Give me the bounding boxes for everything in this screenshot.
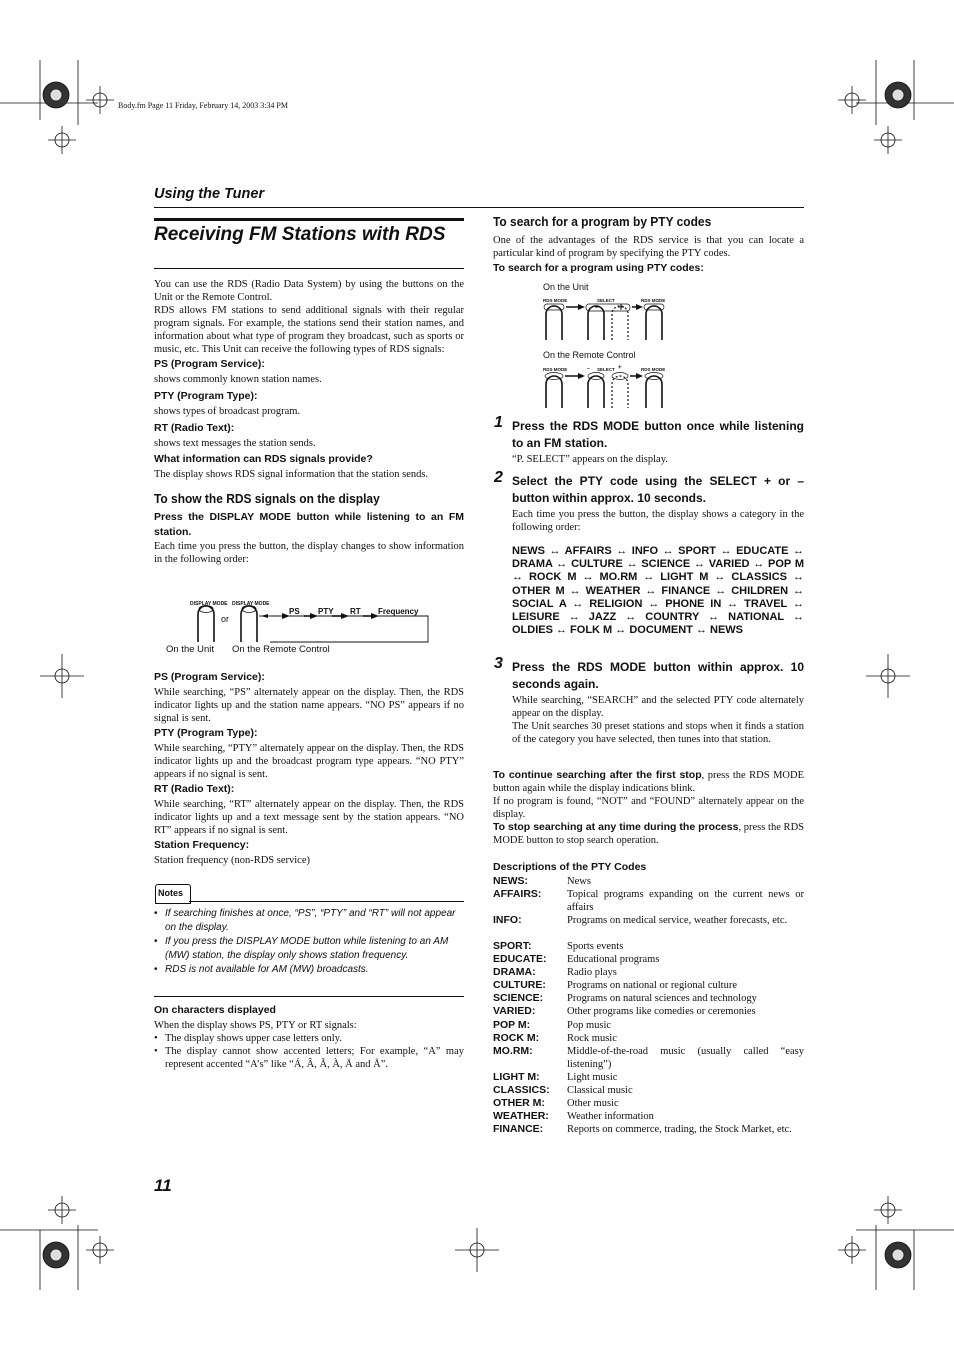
left-column-top xyxy=(154,278,464,566)
step-3 xyxy=(512,659,804,746)
item-text-frequency: Station frequency (non-RDS service) xyxy=(154,855,310,866)
pty-description: Pop music xyxy=(567,1020,612,1031)
pty-code: POP M: xyxy=(493,1019,531,1031)
step-1-number: 1 xyxy=(494,414,503,431)
item-text-pty: While searching, “PTY” alternately appear on the display. Then, the RDS indicator lights up and the broadcast program type appears. “NO PTY” appears if no signal is sent. xyxy=(154,743,464,780)
show-signals-items xyxy=(154,671,464,867)
seq-pty: PTY xyxy=(318,607,334,616)
pty-search-heading: To search for a program by PTY codes xyxy=(493,214,712,229)
pty-code: AFFAIRS: xyxy=(493,888,542,900)
step-2-number: 2 xyxy=(494,469,503,486)
pty-code: CLASSICS: xyxy=(493,1084,550,1096)
remote-buttons-diagram xyxy=(540,370,670,410)
signal-text-rt: shows text messages the station sends. xyxy=(154,438,316,449)
seq-rt: RT xyxy=(350,607,361,616)
step-2-body: Each time you press the button, the display shows a category in the following order: xyxy=(512,509,804,533)
pty-description: Educational programs xyxy=(567,954,660,965)
intro-paragraph-1: You can use the RDS (Radio Data System) by using the buttons on the Unit or the Remote Control. xyxy=(154,279,464,303)
pty-description: Programs on natural sciences and technology xyxy=(567,993,757,1004)
signal-text-pty: shows types of broadcast program. xyxy=(154,406,301,417)
pty-description: Sports events xyxy=(567,941,624,952)
or-label: or xyxy=(221,614,230,624)
pty-description: Reports on commerce, trading, the Stock Market, etc. xyxy=(567,1124,792,1135)
pty-description: Other programs like comedies or ceremonies xyxy=(567,1006,756,1017)
item-label-rt: RT (Radio Text): xyxy=(154,783,235,795)
caption-unit: On the Unit xyxy=(166,644,215,655)
unit-rds-mode-label-2: RDS MODE xyxy=(641,298,666,303)
notes-rule-bottom xyxy=(154,996,464,997)
notes-rule-top xyxy=(189,901,464,902)
step-1-body: “P. SELECT” appears on the display. xyxy=(512,454,668,465)
pty-description: Radio plays xyxy=(567,967,617,978)
signal-label-ps: PS (Program Service): xyxy=(154,358,265,370)
pty-code: ROCK M: xyxy=(493,1032,540,1044)
step-3-body-1: While searching, “SEARCH” and the selected PTY code alternately appear on the display. xyxy=(512,695,804,719)
pty-description: Middle-of-the-road music (usually called “easy listening”) xyxy=(567,1046,804,1070)
step-3-title: Press the RDS MODE button within approx. 10 seconds again. xyxy=(512,660,804,691)
remote-rds-mode-label: RDS MODE xyxy=(543,367,568,372)
pty-description: Light music xyxy=(567,1072,618,1083)
remote-select-label: SELECT xyxy=(597,367,615,372)
step-3-number: 3 xyxy=(494,655,503,672)
stop-text: , press the RDS MODE button to stop search operation. xyxy=(493,822,804,846)
step-3-body-2: The Unit searches 30 preset stations and stops when it finds a station of the category you have selected, then tunes into that station. xyxy=(512,721,804,745)
remote-plus-label: + xyxy=(618,365,622,371)
continue-label: To continue searching after the first stop xyxy=(493,769,702,781)
pty-code: INFO: xyxy=(493,914,522,926)
caption-remote: On the Remote Control xyxy=(232,644,330,655)
step-2-title: Select the PTY code using the SELECT + or – button within approx. 10 seconds. xyxy=(512,474,804,505)
page-number: 11 xyxy=(154,1176,172,1195)
caption-on-unit: On the Unit xyxy=(543,282,589,292)
caption-on-remote: On the Remote Control xyxy=(543,350,636,360)
remote-rds-mode-label-2: RDS MODE xyxy=(641,367,666,372)
show-signals-instruction: Press the DISPLAY MODE button while listening to an FM station. xyxy=(154,511,464,538)
unit-buttons-diagram xyxy=(540,300,670,342)
pty-description: Programs on medical service, weather forecasts, etc. xyxy=(567,915,788,926)
seq-ps: PS xyxy=(289,607,300,616)
intro-paragraph-2: RDS allows FM stations to send additional signals with their regular program signals. For example, the stations send their station names, and information about what type of program they broadcast, such as sports or music, etc. This Unit can receive the following types of RDS signals: xyxy=(154,305,464,355)
step-2 xyxy=(512,473,804,637)
title-rule-bottom xyxy=(154,268,464,269)
stop-label: To stop searching at any time during the process xyxy=(493,821,739,833)
display-mode-label-remote: DISPLAY MODE xyxy=(232,601,270,607)
remote-minus-label: – xyxy=(587,366,590,372)
characters-item: • The display cannot show accented letters; For example, “A” may represent accented “A’s” like “Á, Â, Ã, À, Ä and Å”. xyxy=(154,1045,464,1071)
pty-description: Programs on national or regional culture xyxy=(567,980,737,991)
step-1-title: Press the RDS MODE button once while listening to an FM station. xyxy=(512,419,804,450)
signal-text-ps: shows commonly known station names. xyxy=(154,374,322,385)
pty-description: Topical programs expanding on the current news or affairs xyxy=(567,889,804,913)
notes-list xyxy=(154,907,464,977)
characters-section xyxy=(154,1004,464,1071)
note-item: • RDS is not available for AM (MW) broadcasts. xyxy=(154,963,464,977)
pty-code: VARIED: xyxy=(493,1005,536,1017)
item-text-ps: While searching, “PS” alternately appear on the display. Then, the RDS indicator lights up and the station name appears. “NO PS” appears if no signal is sent. xyxy=(154,687,464,724)
pty-search-top xyxy=(493,214,804,275)
pty-description: Other music xyxy=(567,1098,619,1109)
title-rule-top xyxy=(154,218,464,221)
pty-code: CULTURE: xyxy=(493,979,546,991)
characters-item: • The display shows upper case letters only. xyxy=(154,1032,464,1045)
pty-code: SCIENCE: xyxy=(493,992,544,1004)
pty-code: WEATHER: xyxy=(493,1110,549,1122)
item-text-rt: While searching, “RT” alternately appear on the display. Then, the RDS indicator lights up and a text message sent by the station appears. “NO RT” appears if no signal is sent. xyxy=(154,799,464,836)
pty-code: EDUCATE: xyxy=(493,953,547,965)
note-item: • If you press the DISPLAY MODE button while listening to an AM (MW) station, the display only shows station frequency. xyxy=(154,935,464,962)
pty-order-list: NEWS ↔ AFFAIRS ↔ INFO ↔ SPORT ↔ EDUCATE ↔ DRAMA ↔ CULTURE ↔ SCIENCE ↔ VARIED ↔ POP M ↔ ROCK M ↔ MO.RM ↔ LIGHT M ↔ CLASSICS ↔ OTHER M ↔ WEATHER ↔ FINANCE ↔ CHILDREN ↔ SOCIAL A ↔ RELIGION ↔ PHONE IN ↔ TRAVEL ↔ LEISURE ↔ JAZZ ↔ COUNTRY ↔ NATIONAL ↔ OLDIES ↔ FOLK M ↔ DOCUMENT ↔ NEWS xyxy=(512,545,804,637)
pty-description: Rock music xyxy=(567,1033,617,1044)
pty-description: Weather information xyxy=(567,1111,654,1122)
pty-code: FINANCE: xyxy=(493,1123,544,1135)
unit-select-label: SELECT xyxy=(597,298,615,303)
unit-rds-mode-label: RDS MODE xyxy=(543,298,568,303)
signal-label-pty: PTY (Program Type): xyxy=(154,390,258,402)
pty-code: MO.RM: xyxy=(493,1045,533,1057)
signal-question: What information can RDS signals provide? xyxy=(154,453,373,465)
item-label-ps: PS (Program Service): xyxy=(154,671,265,683)
pty-code: SPORT: xyxy=(493,940,532,952)
file-header: Body.fm Page 11 Friday, February 14, 2003 3:34 PM xyxy=(118,101,288,110)
item-label-pty: PTY (Program Type): xyxy=(154,727,258,739)
pty-code: OTHER M: xyxy=(493,1097,545,1109)
show-signals-text: Each time you press the button, the display changes to show information in the following order: xyxy=(154,541,464,565)
page-title: Receiving FM Stations with RDS xyxy=(154,224,446,245)
characters-heading: On characters displayed xyxy=(154,1004,276,1016)
display-mode-label-unit: DISPLAY MODE xyxy=(190,601,228,607)
pty-description: News xyxy=(567,876,591,887)
signal-answer: The display shows RDS signal information that the station sends. xyxy=(154,469,429,480)
show-signals-heading: To show the RDS signals on the display xyxy=(154,491,380,506)
pty-search-intro: One of the advantages of the RDS service is that you can locate a particular kind of program by specifying the PTY codes. xyxy=(493,235,804,259)
step-1 xyxy=(512,418,804,466)
section-title: Using the Tuner xyxy=(154,186,265,202)
pty-codes-heading: Descriptions of the PTY Codes xyxy=(493,861,647,873)
characters-intro: When the display shows PS, PTY or RT signals: xyxy=(154,1020,357,1031)
signal-label-rt: RT (Radio Text): xyxy=(154,422,235,434)
continue-text: , press the RDS MODE button again while the display indications blink. xyxy=(493,770,804,794)
pty-search-sub: To search for a program using PTY codes: xyxy=(493,262,704,274)
not-found-text: If no program is found, “NOT” and “FOUND” alternately appear on the display. xyxy=(493,796,804,820)
pty-code: NEWS: xyxy=(493,875,528,887)
pty-description: Classical music xyxy=(567,1085,633,1096)
pty-code: DRAMA: xyxy=(493,966,536,978)
pty-code: LIGHT M: xyxy=(493,1071,540,1083)
notes-label: Notes xyxy=(158,888,184,898)
item-label-frequency: Station Frequency: xyxy=(154,839,250,851)
seq-frequency: Frequency xyxy=(378,607,419,616)
search-tips xyxy=(493,769,804,847)
section-rule xyxy=(154,207,804,208)
note-item: • If searching finishes at once, “PS”, “PTY” and “RT” will not appear on the display. xyxy=(154,907,464,934)
